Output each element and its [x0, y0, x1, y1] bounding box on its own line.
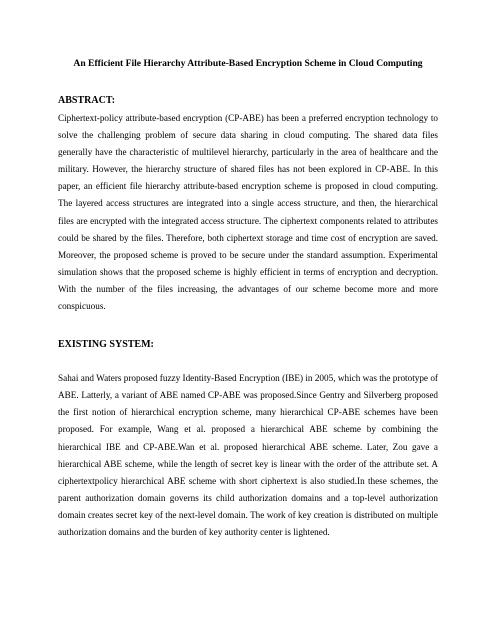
abstract-paragraph: Ciphertext-policy attribute-based encryption (CP-ABE) has been a preferred encryption technology to solve the challenging problem of secure data sharing in cloud computing. The shared data files generally have the characteristic of multilevel hierarchy, particularly in the area of healthcare and the military. However, the hierarchy structure of shared files has not been explored in CP-ABE. In this paper, an efficient file hierarchy attribute-based encryption scheme is proposed in cloud computing. The layered access structures are integrated into a single access structure, and then, the hierarchical files are encrypted with the integrated access structure. The ciphertext components related to attributes could be shared by the files. Therefore, both ciphertext storage and time cost of encryption are saved. Moreover, the proposed scheme is proved to be secure under the standard assumption. Experimental simulation shows that the proposed scheme is highly efficient in terms of encryption and decryption. With the number of the files increasing, the advantages of our scheme become more and more conspicuous.: [58, 113, 438, 312]
existing-system-heading: EXISTING SYSTEM:: [58, 339, 154, 351]
existing-system-paragraph: Sahai and Waters proposed fuzzy Identity-Based Encryption (IBE) in 2005, which was the prototype of ABE. Latterly, a variant of ABE named CP-ABE was proposed.Since Gentry and Silverberg proposed the first notion of hierarchical encryption scheme, many hierarchical CP-ABE schemes have been proposed. For example, Wang et al. proposed a hierarchical ABE scheme by combining the hierarchical IBE and CP-ABE.Wan et al. proposed hierarchical ABE scheme. Later, Zou gave a hierarchical ABE scheme, while the length of secret key is linear with the order of the attribute set. A ciphertextpolicy hierarchical ABE scheme with short ciphertext is also studied.In these schemes, the parent authorization domain governs its child authorization domains and a top-level authorization domain creates secret key of the next-level domain. The work of key creation is distributed on multiple authorization domains and the burden of key authority center is lightened.: [58, 373, 438, 537]
document-title: An Efficient File Hierarchy Attribute-Based Encryption Scheme in Cloud Computing: [73, 58, 423, 69]
abstract-heading: ABSTRACT:: [58, 95, 116, 106]
existing-system-section: [58, 338, 438, 541]
abstract-section: [58, 94, 438, 315]
